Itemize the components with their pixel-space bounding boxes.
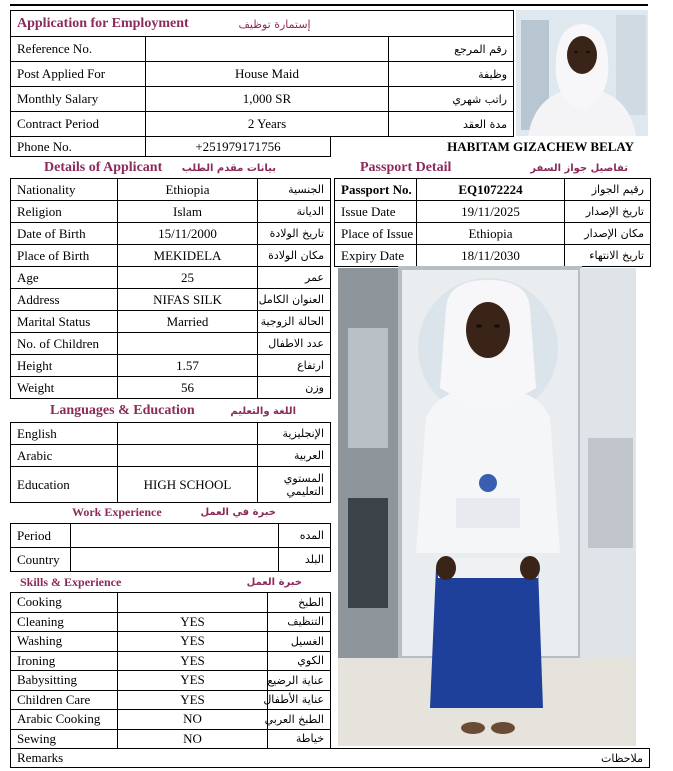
field-label: Education — [11, 467, 118, 503]
field-value: 18/11/2030 — [417, 245, 565, 267]
skill-label: Babysitting — [11, 671, 118, 691]
phone-label: Phone No. — [11, 137, 146, 157]
field-label-ar: العربية — [258, 445, 331, 467]
field-label: Passport No. — [335, 179, 417, 201]
table-row — [11, 445, 331, 467]
field-value: 1,000 SR — [146, 87, 389, 112]
field-value — [71, 548, 279, 572]
field-label-ar: مكان الولادة — [258, 245, 331, 267]
table-row — [11, 467, 331, 503]
skill-label: Sewing — [11, 729, 118, 749]
work-table — [10, 523, 331, 572]
remarks-row — [10, 748, 650, 768]
skill-value: YES — [118, 632, 268, 652]
field-label-ar: الإنجليزية — [258, 423, 331, 445]
table-row — [11, 671, 331, 691]
table-row — [11, 223, 331, 245]
field-label: Weight — [11, 377, 118, 399]
field-label: Contract Period — [11, 112, 146, 137]
table-row — [11, 201, 331, 223]
field-value: House Maid — [146, 62, 389, 87]
table-row — [11, 267, 331, 289]
full-body-photo — [338, 268, 636, 746]
field-label: Issue Date — [335, 201, 417, 223]
field-label-ar: مدة العقد — [389, 112, 514, 137]
field-label-ar: عمر — [258, 267, 331, 289]
field-label-ar: ارتفاع — [258, 355, 331, 377]
field-value: 2 Years — [146, 112, 389, 137]
skill-label-ar: الغسيل — [268, 632, 331, 652]
skill-label-ar: عناية الرضيع — [268, 671, 331, 691]
languages-table — [10, 422, 331, 503]
field-label-ar: الديانة — [258, 201, 331, 223]
skill-value: YES — [118, 671, 268, 691]
field-label-ar: الحالة الزوجية — [258, 311, 331, 333]
skill-value: YES — [118, 690, 268, 710]
skill-label: Children Care — [11, 690, 118, 710]
field-label: Address — [11, 289, 118, 311]
field-label-ar: رقيم الجواز — [565, 179, 651, 201]
field-label-ar: تاريخ الإصدار — [565, 201, 651, 223]
field-label-ar: تاريخ الولادة — [258, 223, 331, 245]
field-label: Place of Issue — [335, 223, 417, 245]
table-row — [11, 710, 331, 730]
field-label: Reference No. — [11, 37, 146, 62]
skill-value — [118, 593, 268, 613]
skill-label-ar: الطبخ — [268, 593, 331, 613]
passport-section-title: Passport Detail تفاصيل جواز السفر — [360, 160, 628, 175]
applicant-section-title: Details of Applicant بيانات مقدم الطلب — [44, 160, 276, 175]
field-label-ar: تاريخ الانتهاء — [565, 245, 651, 267]
field-value — [118, 445, 258, 467]
table-row — [11, 245, 331, 267]
field-value: Ethiopia — [118, 179, 258, 201]
table-row — [11, 612, 331, 632]
passport-number: EQ1072224 — [417, 179, 565, 201]
field-label-ar: البلد — [279, 548, 331, 572]
field-label: Nationality — [11, 179, 118, 201]
field-label-ar: وزن — [258, 377, 331, 399]
skill-label-ar: خياطة — [268, 729, 331, 749]
remarks-label-ar: ملاحظات — [601, 751, 643, 765]
table-row — [11, 593, 331, 613]
skill-label-ar: الطبخ العربي — [268, 710, 331, 730]
form-title: Application for Employment — [17, 16, 189, 31]
field-value: NIFAS SILK — [118, 289, 258, 311]
skills-section-title: Skills & Experience خبرة العمل — [20, 574, 302, 589]
table-row — [11, 289, 331, 311]
field-value: Married — [118, 311, 258, 333]
skill-label: Arabic Cooking — [11, 710, 118, 730]
field-label: Marital Status — [11, 311, 118, 333]
applicant-name: HABITAM GIZACHEW BELAY — [447, 139, 634, 154]
field-label: Religion — [11, 201, 118, 223]
field-label: Post Applied For — [11, 62, 146, 87]
field-value — [118, 333, 258, 355]
skill-label-ar: الكوي — [268, 651, 331, 671]
field-label-ar: المستوي التعليمي — [258, 467, 331, 503]
table-row — [335, 179, 651, 201]
remarks-label: Remarks — [17, 750, 64, 765]
field-label-ar: وظيفة — [389, 62, 514, 87]
field-value — [146, 37, 389, 62]
field-label: Place of Birth — [11, 245, 118, 267]
field-value — [71, 524, 279, 548]
table-row — [335, 245, 651, 267]
field-value: 56 — [118, 377, 258, 399]
field-label: Country — [11, 548, 71, 572]
table-row — [11, 37, 514, 62]
skill-value: YES — [118, 651, 268, 671]
field-value: 15/11/2000 — [118, 223, 258, 245]
portrait-small-icon — [516, 10, 648, 136]
table-row — [11, 355, 331, 377]
work-section-title: Work Experience خبرة في العمل — [72, 504, 276, 519]
skill-value: NO — [118, 710, 268, 730]
table-row — [335, 223, 651, 245]
field-label: No. of Children — [11, 333, 118, 355]
header-table — [10, 10, 514, 137]
field-value: 25 — [118, 267, 258, 289]
form-title-ar: إستمارة توظيف — [238, 17, 311, 31]
field-value: 19/11/2025 — [417, 201, 565, 223]
skills-table — [10, 592, 331, 749]
field-label-ar: رقم المرجع — [389, 37, 514, 62]
table-row — [11, 423, 331, 445]
field-value: Ethiopia — [417, 223, 565, 245]
field-label-ar: العنوان الكامل — [258, 289, 331, 311]
skill-label: Washing — [11, 632, 118, 652]
skill-label: Cleaning — [11, 612, 118, 632]
table-row — [11, 729, 331, 749]
skill-label-ar: عناية الأطفال — [268, 690, 331, 710]
field-label: Expiry Date — [335, 245, 417, 267]
field-label: Height — [11, 355, 118, 377]
field-value: HIGH SCHOOL — [118, 467, 258, 503]
full-body-photo-icon — [338, 268, 636, 746]
field-label-ar: عدد الاطفال — [258, 333, 331, 355]
field-label-ar: مكان الإصدار — [565, 223, 651, 245]
skill-value: NO — [118, 729, 268, 749]
skill-label-ar: التنظيف — [268, 612, 331, 632]
table-row — [11, 311, 331, 333]
skill-label: Cooking — [11, 593, 118, 613]
field-label: Monthly Salary — [11, 87, 146, 112]
table-row — [11, 62, 514, 87]
field-label-ar: الجنسية — [258, 179, 331, 201]
top-border — [10, 0, 648, 6]
skill-value: YES — [118, 612, 268, 632]
table-row — [11, 632, 331, 652]
table-row — [11, 179, 331, 201]
field-label-ar: راتب شهري — [389, 87, 514, 112]
field-value: 1.57 — [118, 355, 258, 377]
table-row — [335, 201, 651, 223]
field-value — [118, 423, 258, 445]
table-row — [11, 377, 331, 399]
portrait-photo-small — [516, 10, 648, 136]
phone-table — [10, 136, 331, 157]
table-row — [11, 651, 331, 671]
field-label-ar: المده — [279, 524, 331, 548]
field-label: Date of Birth — [11, 223, 118, 245]
skill-label: Ironing — [11, 651, 118, 671]
field-value: MEKIDELA — [118, 245, 258, 267]
languages-section-title: Languages & Education اللغة والتعليم — [50, 403, 296, 418]
table-row — [11, 87, 514, 112]
table-row — [11, 112, 514, 137]
field-value: Islam — [118, 201, 258, 223]
table-row — [11, 524, 331, 548]
field-label: Arabic — [11, 445, 118, 467]
phone-value: +251979171756 — [146, 137, 331, 157]
applicant-table — [10, 178, 331, 399]
table-row — [11, 548, 331, 572]
field-label: Age — [11, 267, 118, 289]
table-row — [11, 690, 331, 710]
passport-table — [334, 178, 651, 267]
table-row — [11, 333, 331, 355]
field-label: Period — [11, 524, 71, 548]
field-label: English — [11, 423, 118, 445]
